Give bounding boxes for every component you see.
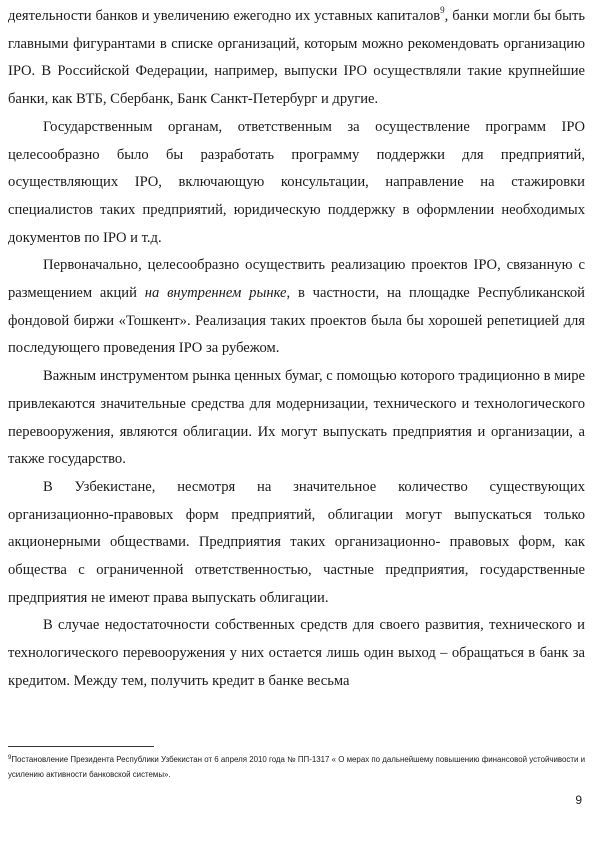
- page-number: 9: [575, 793, 582, 807]
- paragraph-4: Важным инструментом рынка ценных бумаг, с помощью которого традиционно в мире привлекаются значительные средства для модернизации, технического и технологического перевооружения, являются облигации. Их могут выпускать предприятия и организации, а также государство.: [8, 368, 585, 468]
- paragraph-1-text-end: , банки могли бы быть главными фигурантами в списке организаций, которым можно рекомендовать организацию IPO. В Российской Федерации, например, выпуски IPO осуществляли такие крупнейшие банки, как ВТБ, Сбербанк, Банк Санкт-Петербург и другие.: [8, 8, 585, 108]
- paragraph-1-text-start: деятельности банков и увеличению ежегодно их уставных капиталов: [8, 8, 441, 24]
- footnote-reference[interactable]: 9: [440, 5, 445, 15]
- footnote-text: Постановление Президента Республики Узбекистан от 6 апреля 2010 года № ПП-1317 « О мерах по дальнейшему повышению финансовой устойчивости и усилению активности банковской системы».: [8, 755, 585, 779]
- paragraph-3-text-start: Первоначально, целесообразно осуществить реализацию проектов IPO, связанную с размещением акций: [8, 257, 585, 302]
- body-text: [8, 3, 585, 696]
- paragraph-1: [8, 3, 585, 114]
- paragraph-3: [8, 252, 585, 363]
- paragraph-5: В Узбекистане, несмотря на значительное количество существующих организационно-правовых форм предприятий, облигации могут выпускаться только акционерными обществами. Предприятия таких организационно- правовых форм, как общества с ограниченной ответственностью, частные предприятия, государственные предприятия не имеют права выпускать облигации.: [8, 478, 585, 606]
- footnote-separator: [8, 746, 154, 747]
- paragraph-2: Государственным органам, ответственным за осуществление программ IPO целесообразно было бы разработать программу поддержки для предприятий, осуществляющих IPO, включающую консультации, направление на стажировки специалистов таких предприятий, юридическую поддержку в оформлении необходимых документов по IPO и т.д.: [8, 118, 585, 246]
- footnote: [8, 753, 585, 782]
- paragraph-6: В случае недостаточности собственных средств для своего развития, технического и технологического перевооружения у них остается лишь один выход – обращаться в банк за кредитом. Между тем, получить кредит в банке весьма: [8, 617, 585, 689]
- paragraph-3-text-end: , в частности, на площадке Республиканской фондовой биржи «Тошкент». Реализация таких проектов была бы хорошей репетицией для последующего проведения IPO за рубежом.: [8, 285, 585, 357]
- paragraph-3-italic: на внутреннем рынке: [144, 285, 287, 302]
- footnote-marker: 9: [8, 755, 12, 761]
